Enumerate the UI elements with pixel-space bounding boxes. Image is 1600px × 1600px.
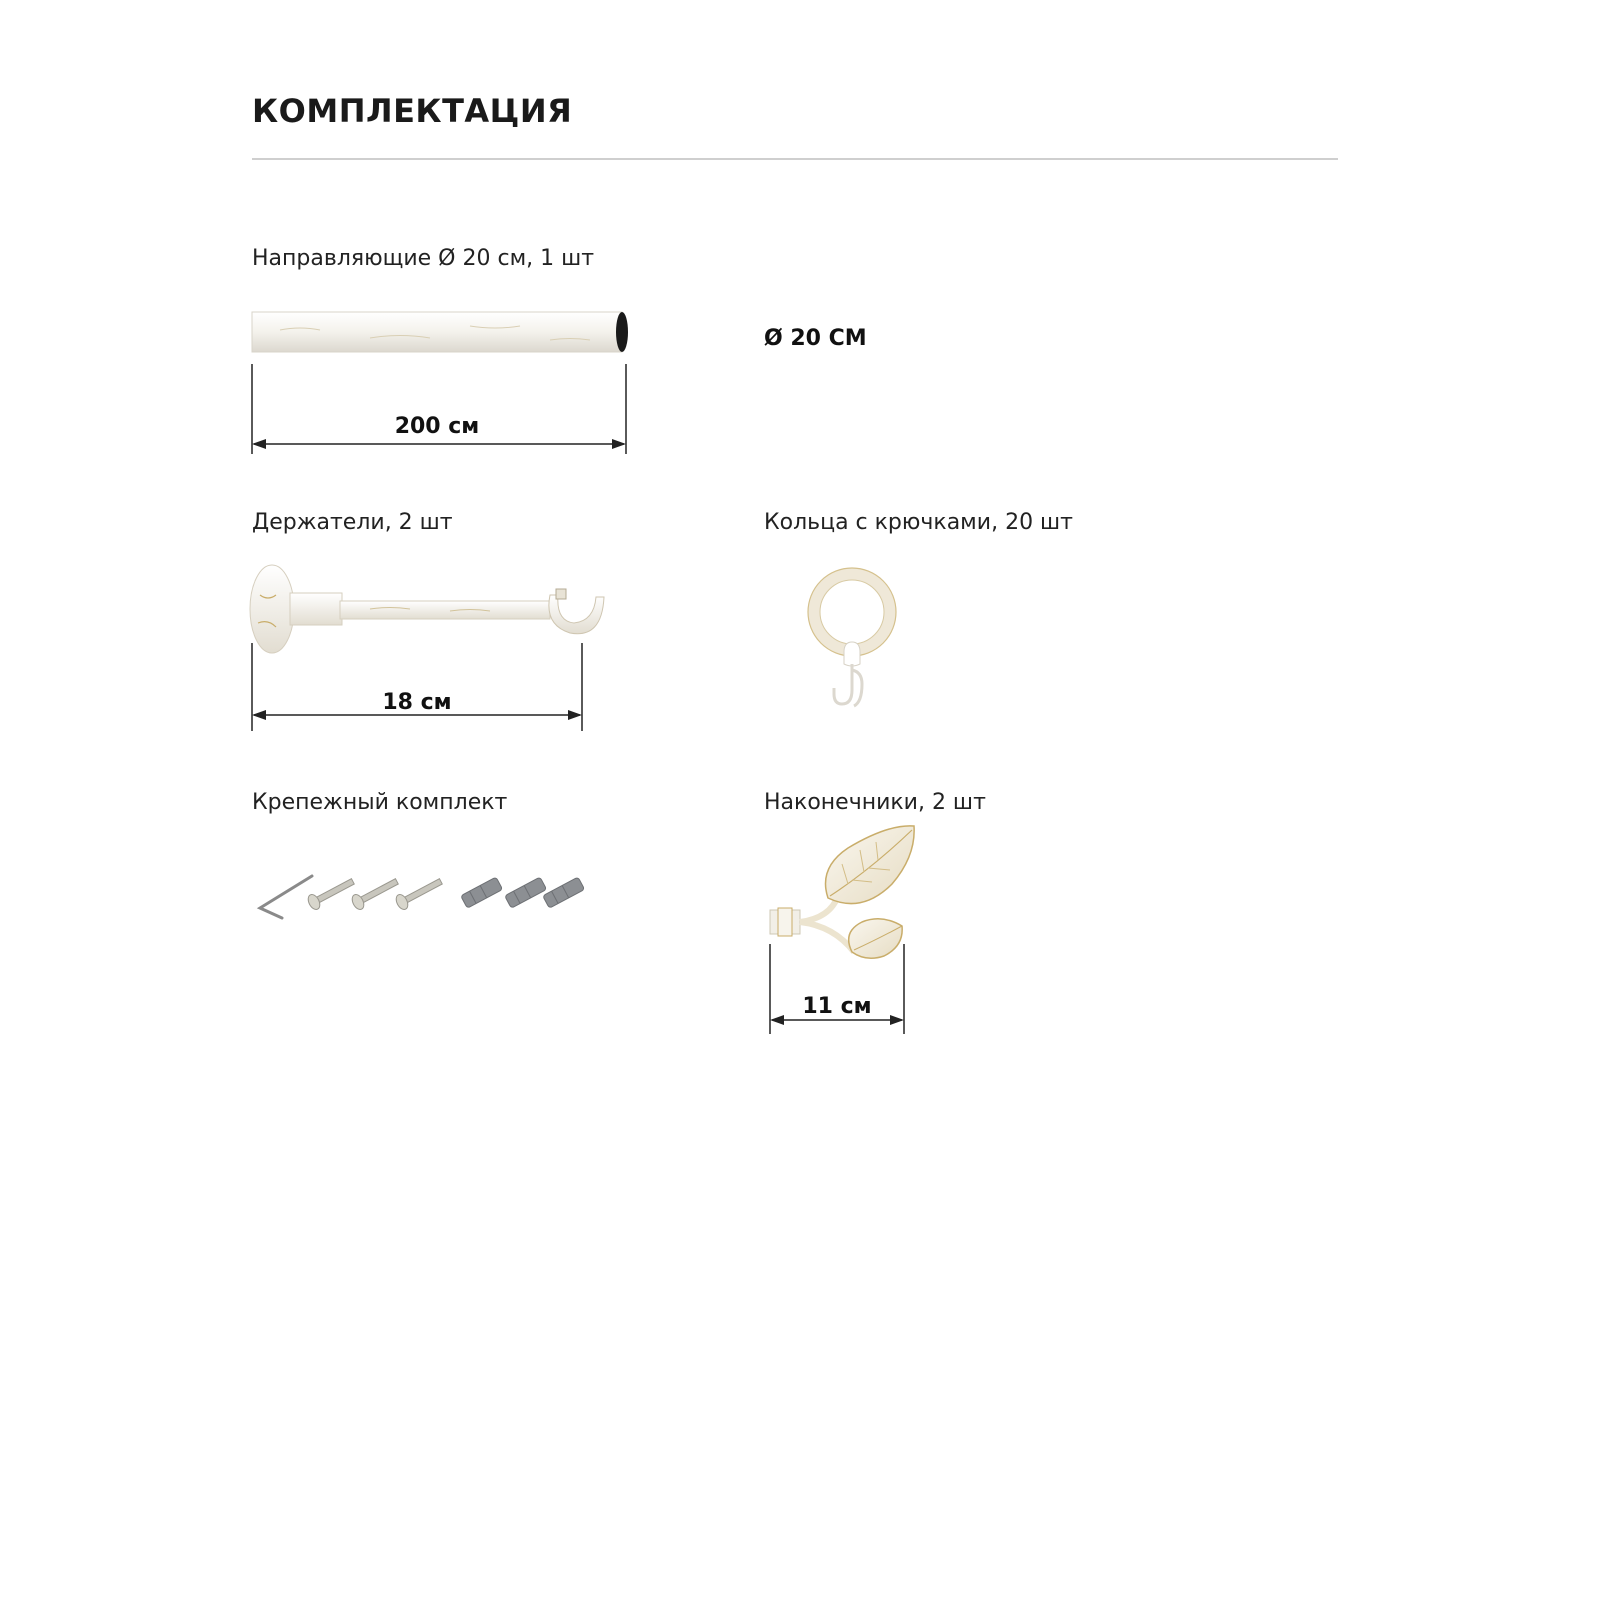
ring-image: [800, 560, 910, 730]
screw-icon: [306, 874, 357, 911]
finials-label: Наконечники, 2 шт: [764, 790, 986, 815]
rail-diameter-label: Ø 20 СМ: [764, 326, 867, 351]
screw-icon: [350, 874, 401, 911]
screw-icon: [394, 874, 445, 911]
hex-key-icon: [260, 876, 312, 918]
rail-label: Направляющие Ø 20 см, 1 шт: [252, 246, 595, 271]
title-divider: [252, 158, 1338, 160]
page-title: КОМПЛЕКТАЦИЯ: [252, 92, 573, 130]
rings-label: Кольца с крючками, 20 шт: [764, 510, 1073, 535]
holder-length-label: 18 см: [382, 690, 452, 715]
dowel-icon: [543, 877, 585, 908]
fasteners-image: [252, 870, 592, 930]
finial-length-label: 11 см: [802, 994, 872, 1019]
dowel-icon: [505, 877, 547, 908]
dowel-icon: [461, 877, 503, 908]
fasteners-label: Крепежный комплект: [252, 790, 508, 815]
holders-label: Держатели, 2 шт: [252, 510, 453, 535]
rail-length-label: 200 см: [394, 414, 480, 439]
